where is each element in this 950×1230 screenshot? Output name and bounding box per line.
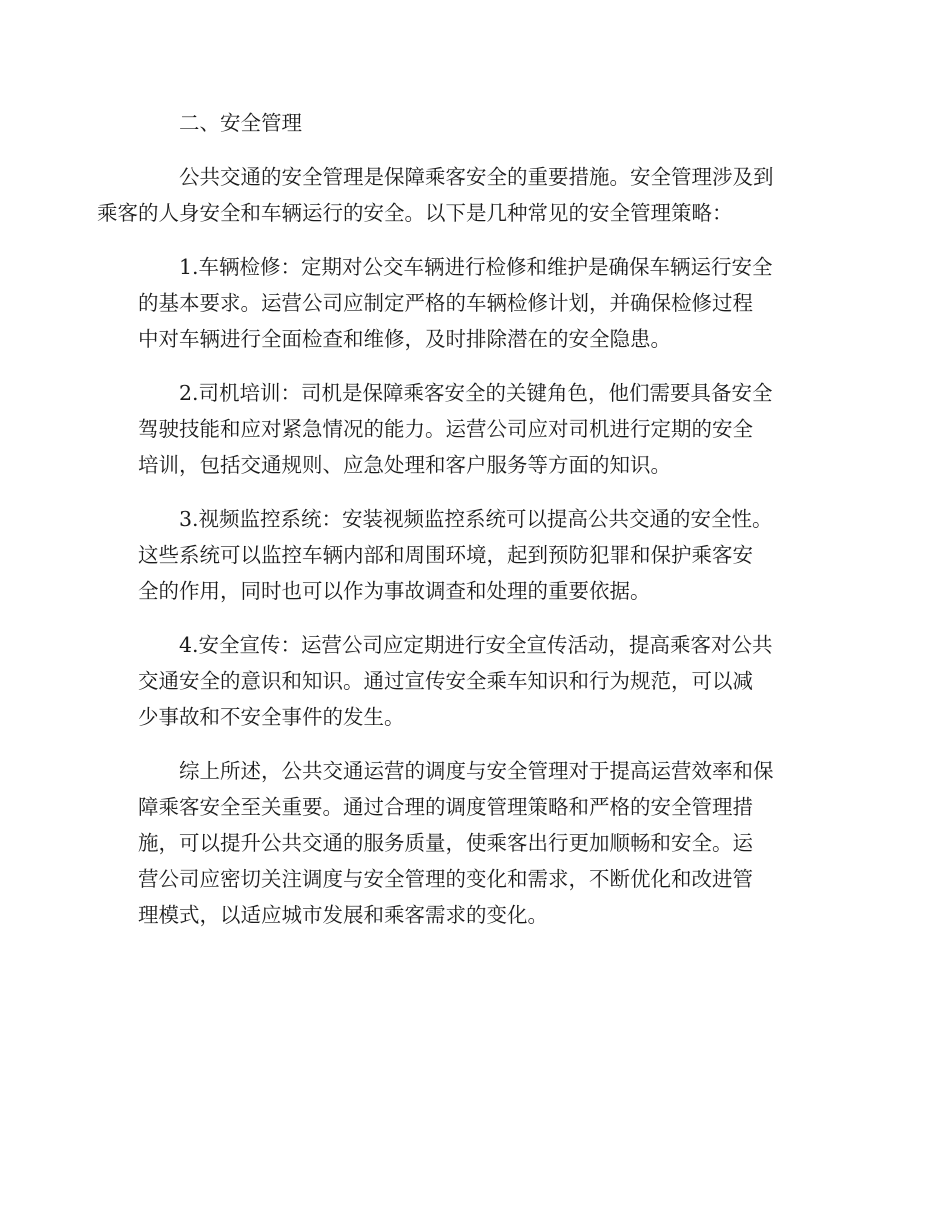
intro-paragraph (97, 159, 808, 231)
paragraph-line: 交通安全的意识和知识。通过宣传安全乘车知识和行为规范，可以减 (138, 669, 753, 693)
paragraph-line: 这些系统可以监控车辆内部和周围环境，起到预防犯罪和保护乘客安 (138, 543, 753, 567)
paragraph-line: 乘客的人身安全和车辆运行的安全。以下是几种常见的安全管理策略： (97, 201, 733, 225)
paragraph-line: 3.视频监控系统：安装视频监控系统可以提高公共交通的安全性。 (179, 507, 773, 531)
paragraph-line: 理模式，以适应城市发展和乘客需求的变化。 (138, 903, 548, 927)
paragraph-line: 少事故和不安全事件的发生。 (138, 705, 405, 729)
item-vehicle-maintenance (138, 249, 808, 357)
paragraph-line: 的基本要求。运营公司应制定严格的车辆检修计划，并确保检修过程 (138, 291, 753, 315)
paragraph-line: 4.安全宣传：运营公司应定期进行安全宣传活动，提高乘客对公共 (179, 633, 773, 657)
paragraph-line: 培训，包括交通规则、应急处理和客户服务等方面的知识。 (138, 453, 671, 477)
paragraph-line: 1.车辆检修：定期对公交车辆进行检修和维护是确保车辆运行安全 (179, 255, 773, 279)
section-heading-text: 二、安全管理 (179, 111, 302, 135)
paragraph-line: 营公司应密切关注调度与安全管理的变化和需求，不断优化和改进管 (138, 867, 753, 891)
paragraph-line: 全的作用，同时也可以作为事故调查和处理的重要依据。 (138, 579, 651, 603)
paragraph-line: 中对车辆进行全面检查和维修，及时排除潜在的安全隐患。 (138, 327, 671, 351)
item-safety-publicity (138, 627, 808, 735)
paragraph-line: 公共交通的安全管理是保障乘客安全的重要措施。安全管理涉及到 (179, 165, 774, 189)
item-driver-training (138, 375, 808, 483)
paragraph-line: 驾驶技能和应对紧急情况的能力。运营公司应对司机进行定期的安全 (138, 417, 753, 441)
item-video-surveillance (138, 501, 808, 609)
conclusion-paragraph (138, 753, 808, 933)
section-heading (138, 105, 808, 141)
paragraph-line: 2.司机培训：司机是保障乘客安全的关键角色，他们需要具备安全 (179, 381, 773, 405)
paragraph-line: 综上所述，公共交通运营的调度与安全管理对于提高运营效率和保 (179, 759, 774, 783)
document-body (97, 105, 808, 951)
paragraph-line: 障乘客安全至关重要。通过合理的调度管理策略和严格的安全管理措 (138, 795, 753, 819)
paragraph-line: 施，可以提升公共交通的服务质量，使乘客出行更加顺畅和安全。运 (138, 831, 753, 855)
